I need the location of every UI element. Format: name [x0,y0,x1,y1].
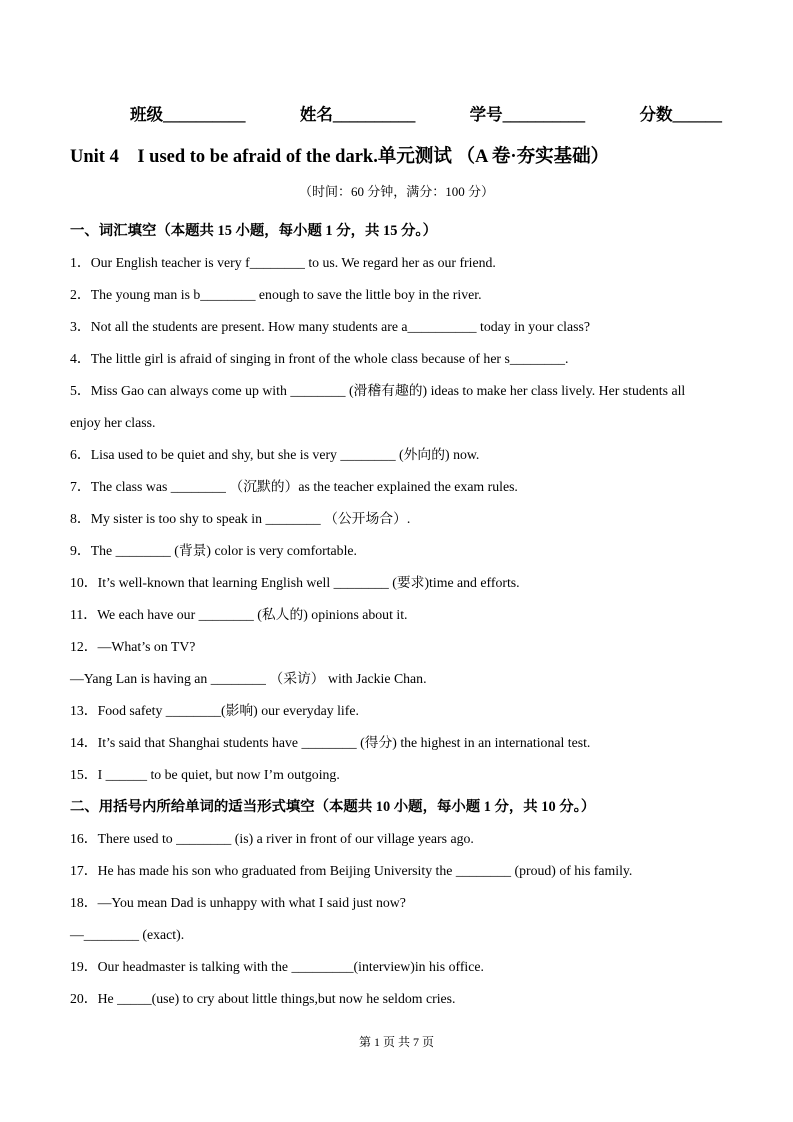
page-title: Unit 4 I used to be afraid of the dark.单元测试 （A 卷·夯实基础） [70,147,610,167]
question-16: 16．There used to ________ (is) a river in front of our village years ago. [70,831,474,846]
class-blank-field: 班级__________ [130,105,246,124]
question-12-answer: —Yang Lan is having an ________ （采访） with Jackie Chan. [70,671,427,686]
question-9: 9．The ________ (背景) color is very comfortable. [70,543,357,558]
question-14: 14．It’s said that Shanghai students have ________ (得分) the highest in an international test. [70,735,591,750]
question-19: 19．Our headmaster is talking with the _________(interview)in his office. [70,959,484,974]
question-7: 7．The class was ________ （沉默的）as the teacher explained the exam rules. [70,479,518,494]
question-content [70,215,775,1015]
question-3: 3．Not all the students are present. How many students are a__________ today in your class? [70,319,590,334]
question-11: 11．We each have our ________ (私人的) opinions about it. [70,607,408,622]
score-blank-field: 分数______ [639,105,722,124]
section-1-heading: 一、词汇填空（本题共 15 小题，每小题 1 分，共 15 分。） [70,223,437,239]
student-info-row [130,101,722,125]
question-18-answer: —________ (exact). [70,927,185,942]
page-number: 第 1 页 共 7 页 [358,1035,434,1049]
exam-time-score-info: （时间：60 分钟，满分：100 分） [298,184,494,199]
question-4: 4．The little girl is afraid of singing in front of the whole class because of her s________. [70,351,569,366]
question-8: 8．My sister is too shy to speak in ________ （公开场合）. [70,511,411,526]
question-20: 20．He _____(use) to cry about little things,but now he seldom cries. [70,991,456,1006]
question-2: 2．The young man is b________ enough to save the little boy in the river. [70,287,482,302]
question-17: 17．He has made his son who graduated from Beijing University the ________ (proud) of his family. [70,863,633,878]
name-blank-field: 姓名__________ [299,105,416,124]
question-18: 18．—You mean Dad is unhappy with what I said just now? [70,895,406,910]
question-1: 1．Our English teacher is very f________ to us. We regard her as our friend. [70,255,496,270]
student-number-blank-field: 学号__________ [469,105,586,124]
question-5: 5．Miss Gao can always come up with ________ (滑稽有趣的) ideas to make her class lively. Her students all [70,383,686,398]
question-5-continuation: enjoy her class. [70,415,156,430]
question-10: 10．It’s well-known that learning English well ________ (要求)time and efforts. [70,575,520,590]
question-12: 12．—What’s on TV? [70,639,196,654]
question-6: 6．Lisa used to be quiet and shy, but she is very ________ (外向的) now. [70,447,480,462]
section-2-heading: 二、用括号内所给单词的适当形式填空（本题共 10 小题，每小题 1 分，共 10 分。） [70,799,596,815]
question-15: 15．I ______ to be quiet, but now I’m outgoing. [70,767,340,782]
question-13: 13．Food safety ________(影响) our everyday life. [70,703,359,718]
